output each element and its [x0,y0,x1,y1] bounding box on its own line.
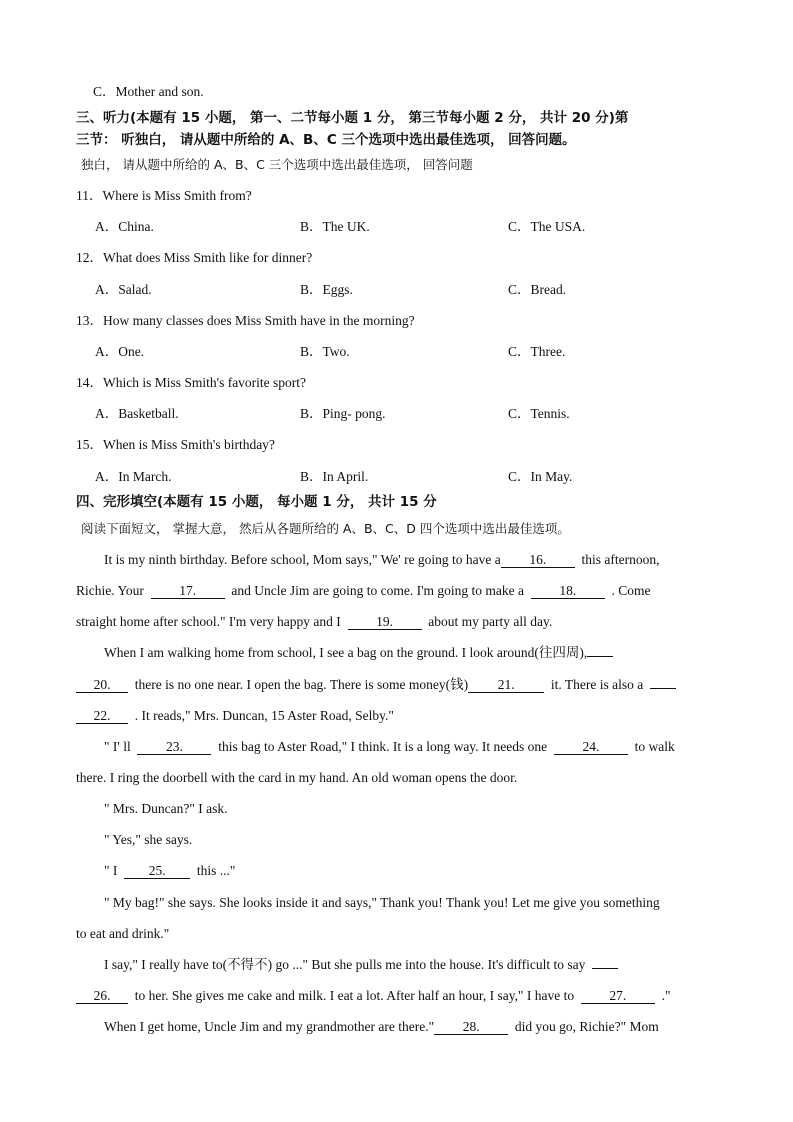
text: did you go, Richie?" Mom [514,1019,659,1034]
question-11: 11．Where is Miss Smith from? [76,188,252,203]
q14-option-c: C．Tennis. [508,406,570,421]
passage-line-8: there. I ring the doorbell with the card in my hand. An old woman opens the door. [76,770,518,785]
q12-option-a: A．Salad. [95,282,152,297]
q15-option-c: C．In May. [508,469,573,484]
passage-line-16 [104,1018,659,1036]
q15-option-a: A．In March. [95,469,172,484]
text: this afternoon, [581,552,660,567]
text: " I' ll [104,739,131,754]
blank-20: 20. [76,677,128,693]
passage-line-12: " My bag!" she says. She looks inside it and says," Thank you! Thank you! Let me give you something [104,895,660,910]
blank-24: 24. [554,739,628,755]
passage-line-15 [76,987,670,1005]
passage-line-11 [104,862,235,880]
section3-title-line2: 三节： 听独白， 请从题中所给的 A、B、C 三个选项中选出最佳选项， 回答问题。 [76,132,576,148]
blank-21: 21. [468,677,544,693]
passage-line-2 [76,582,651,600]
text: When I get home, Uncle Jim and my grandmother are there." [104,1019,435,1034]
text: . Come [611,583,651,598]
passage-line-5 [76,676,676,694]
passage-line-7 [104,738,675,756]
passage-line-10: " Yes," she says. [104,832,193,847]
blank-16: 16. [501,552,575,568]
question-15: 15．When is Miss Smith's birthday? [76,437,275,452]
text: Richie. Your [76,583,144,598]
q14-option-b: B．Ping- pong. [300,406,386,421]
q14-option-a: A．Basketball. [95,406,179,421]
passage-line-9: " Mrs. Duncan?" I ask. [104,801,228,816]
passage-line-1 [104,551,660,569]
blank-26: 26. [76,988,128,1004]
section4-instruction: 阅读下面短文， 掌握大意， 然后从各题所给的 A、B、C、D 四个选项中选出最佳选项。 [81,521,570,536]
blank-23: 23. [137,739,211,755]
blank-18: 18. [531,583,605,599]
passage-line-4 [104,644,613,662]
text: and Uncle Jim are going to come. I'm going to make a [231,583,524,598]
text: " I [104,863,118,878]
blank-28: 28. [434,1019,508,1035]
blank-26-start [592,968,618,969]
section3-instruction: 独白， 请从题中所给的 A、B、C 三个选项中选出最佳选项， 回答问题 [81,157,473,172]
q13-option-a: A．One. [95,344,145,359]
passage-line-14 [104,956,618,974]
q11-option-b: B．The UK. [300,219,370,234]
q12-option-c: C．Bread. [508,282,567,297]
text: straight home after school." I'm very happy and I [76,614,341,629]
passage-line-13: to eat and drink." [76,926,170,941]
blank-17: 17. [151,583,225,599]
text: to her. She gives me cake and milk. I eat a lot. After half an hour, I say," I have to [134,988,575,1003]
text: about my party all day. [428,614,553,629]
q15-option-b: B．In April. [300,469,369,484]
passage-line-3 [76,613,552,631]
section4-title: 四、完形填空(本题有 15 小题， 每小题 1 分， 共计 15 分 [76,494,437,510]
question-14: 14．Which is Miss Smith's favorite sport? [76,375,307,390]
section3-title-line1: 三、听力(本题有 15 小题， 第一、二节每小题 1 分， 第三节每小题 2 分， 共计 20 分)第 [76,110,629,126]
blank-20-start [587,656,613,657]
passage-line-6 [76,707,394,725]
blank-19: 19. [348,614,422,630]
q13-option-b: B．Two. [300,344,350,359]
q11-option-a: A．China. [95,219,154,234]
question-12: 12．What does Miss Smith like for dinner? [76,250,313,265]
text: this bag to Aster Road," I think. It is a long way. It needs one [218,739,548,754]
blank-22: 22. [76,708,128,724]
text: ." [661,988,671,1003]
q11-option-c: C．The USA. [508,219,586,234]
blank-27: 27. [581,988,655,1004]
text: When I am walking home from school, I see a bag on the ground. I look around(往四周), [104,645,588,660]
text: . It reads," Mrs. Duncan, 15 Aster Road, Selby." [134,708,394,723]
blank-22-start [650,688,676,689]
text: there is no one near. I open the bag. There is some money(钱) [134,677,469,692]
text: this ..." [196,863,236,878]
text: to walk [634,739,675,754]
text: it. There is also a [550,677,644,692]
text: It is my ninth birthday. Before school, Mom says," We' re going to have a [104,552,501,567]
blank-25: 25. [124,863,190,879]
question-13: 13．How many classes does Miss Smith have in the morning? [76,313,415,328]
q12-option-b: B．Eggs. [300,282,353,297]
text: I say," I really have to(不得不) go ..." But she pulls me into the house. It's difficult to say [104,957,586,972]
option-c-mother-and-son: C．Mother and son. [93,84,204,99]
q13-option-c: C．Three. [508,344,566,359]
